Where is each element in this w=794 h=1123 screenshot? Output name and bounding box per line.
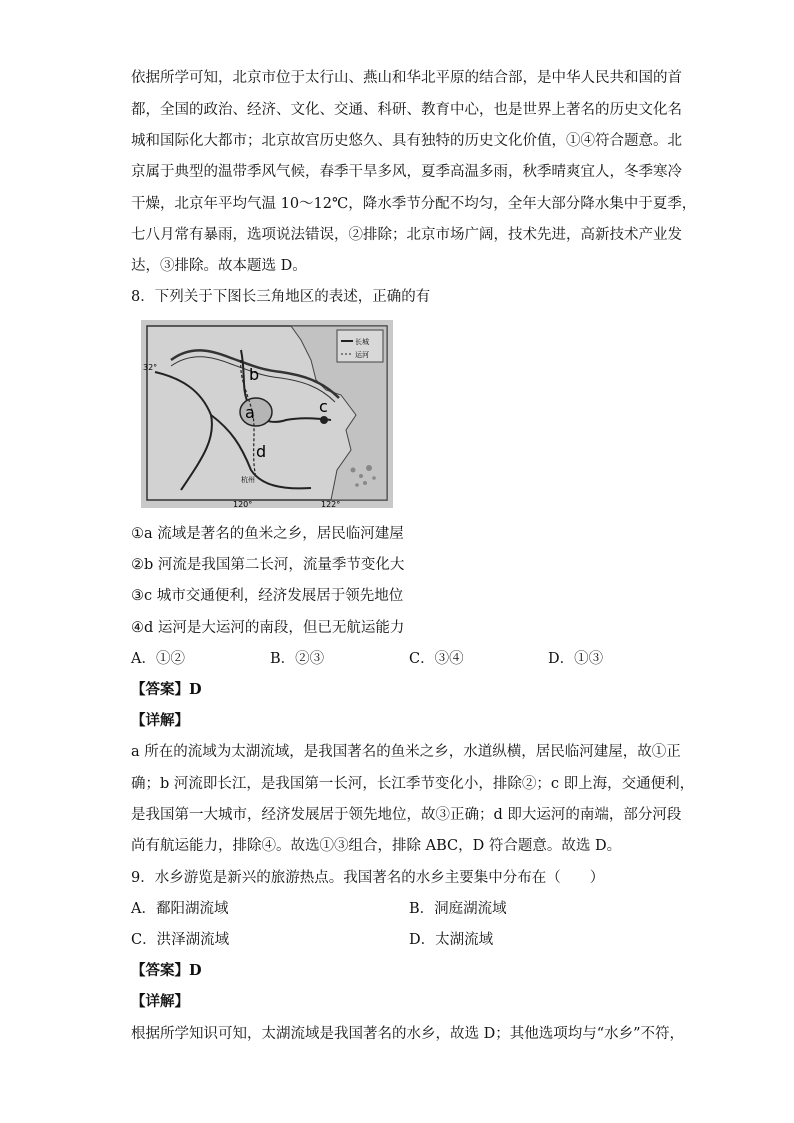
- q8-option-b: B．②③: [270, 651, 325, 667]
- q8-option-d: D．①③: [548, 651, 604, 667]
- q8-statement-2: ②b 河流是我国第二长河，流量季节变化大: [131, 557, 405, 573]
- q8-detail-line-3: 是我国第一大城市，经济发展居于领先地位，故③正确；d 即大运河的南端，部分河段: [131, 807, 682, 823]
- q8-detail-line-2: 确；b 河流即长江，是我国第一长河，长江季节变化小，排除②；c 即上海，交通便利，: [131, 776, 695, 792]
- intro-line-6: 七八月常有暴雨，选项说法错误，②排除；北京市场广阔，技术先进，高新技术产业发: [131, 227, 682, 243]
- map-label-a: a: [245, 403, 255, 422]
- q9-option-b: B．洞庭湖流域: [409, 901, 507, 917]
- map-city-label: 杭州: [241, 476, 255, 484]
- q9-option-c: C．洪泽湖流域: [131, 932, 230, 948]
- q9-detail-line-1: 根据所学知识可知，太湖流域是我国著名的水乡，故选 D；其他选项均与“水乡”不符，: [131, 1026, 685, 1042]
- intro-line-7: 达，③排除。故本题选 D。: [131, 258, 307, 274]
- q8-detail-title: 【详解】: [131, 712, 189, 729]
- q9-answer: 【答案】D: [131, 962, 202, 979]
- legend-label-1: 长城: [355, 338, 369, 346]
- q8-stem: 8．下列关于下图长三角地区的表述，正确的有: [131, 289, 431, 305]
- q9-option-a: A．鄱阳湖流域: [131, 901, 229, 917]
- intro-line-2: 都，全国的政治、经济、文化、交通、科研、教育中心，也是世界上著名的历史文化名: [131, 102, 682, 118]
- intro-line-1: 依据所学可知，北京市位于太行山、燕山和华北平原的结合部，是中华人民共和国的首: [131, 70, 682, 86]
- intro-line-5: 干燥，北京年平均气温 10～12℃，降水季节分配不均匀，全年大部分降水集中于夏季，: [131, 196, 697, 212]
- map-label-b: b: [249, 365, 260, 384]
- lon-label-120: 120°: [233, 500, 253, 508]
- q8-answer: 【答案】D: [131, 681, 202, 698]
- q8-detail-line-4: 尚有航运能力，排除④。故选①③组合，排除 ABC，D 符合题意。故选 D。: [131, 838, 622, 854]
- q9-option-d: D．太湖流域: [409, 932, 494, 948]
- intro-line-3: 城和国际化大都市；北京故宫历史悠久、具有独特的历史文化价值，①④符合题意。北: [131, 133, 682, 149]
- q8-statement-4: ④d 运河是大运河的南段，但已无航运能力: [131, 620, 405, 636]
- q8-option-c: C．③④: [409, 651, 464, 667]
- q8-detail-line-1: a 所在的流域为太湖流域，是我国著名的鱼米之乡，水道纵横，居民临河建屋，故①正: [131, 744, 681, 760]
- q9-stem: 9．水乡游览是新兴的旅游热点。我国著名的水乡主要集中分布在（ ）: [131, 870, 605, 886]
- map-label-d: d: [256, 442, 267, 461]
- yangtze-delta-map: [141, 320, 393, 508]
- lat-label: 32°: [143, 363, 158, 372]
- intro-line-4: 京属于典型的温带季风气候，春季干旱多风，夏季高温多雨，秋季晴爽宜人，冬季寒冷: [131, 164, 682, 180]
- q8-statement-1: ①a 流域是著名的鱼米之乡，居民临河建屋: [131, 526, 404, 542]
- map-label-c: c: [319, 397, 328, 416]
- q8-option-a: A．①②: [131, 651, 185, 667]
- q9-detail-title: 【详解】: [131, 993, 189, 1010]
- legend-label-2: 运河: [355, 351, 369, 359]
- q8-statement-3: ③c 城市交通便利，经济发展居于领先地位: [131, 588, 404, 604]
- lon-label-122: 122°: [321, 500, 341, 508]
